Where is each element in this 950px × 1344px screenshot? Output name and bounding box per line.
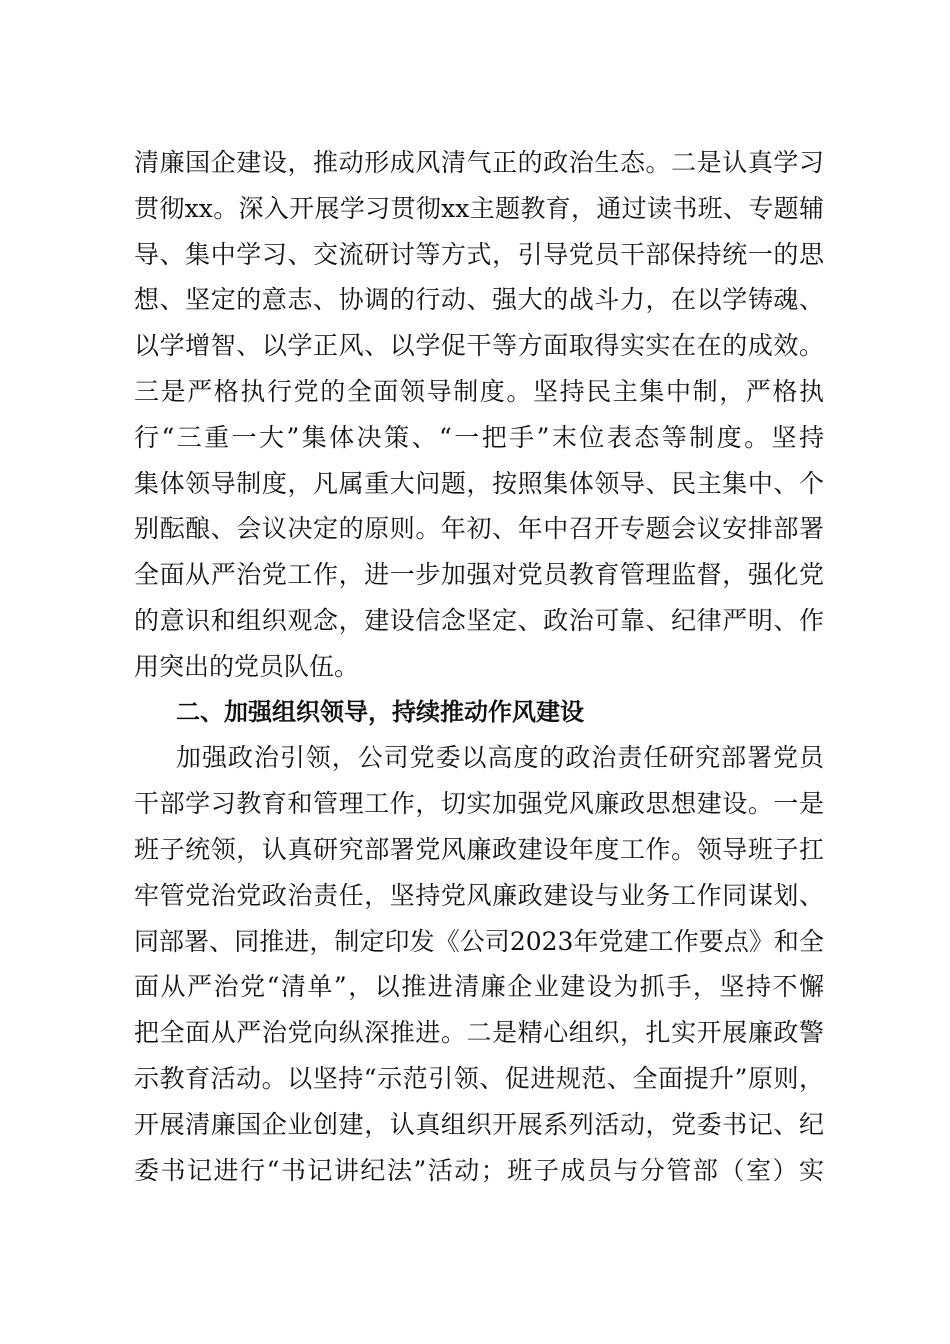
paragraph-line: 同部署、同推进，制定印发《公司2023年党建工作要点》和全 bbox=[134, 926, 824, 956]
paragraph-line: 干部学习教育和管理工作，切实加强党风廉政思想建设。一是 bbox=[134, 789, 824, 819]
section-heading: 二、加强组织领导，持续推动作风建设 bbox=[176, 697, 584, 726]
paragraph-line: 清廉国企建设，推动形成风清气正的政治生态。二是认真学习 bbox=[134, 148, 824, 177]
paragraph-line: 集体领导制度，凡属重大问题，按照集体领导、民主集中、个 bbox=[134, 468, 824, 498]
paragraph-line: 示教育活动。以坚持“示范引领、促进规范、全面提升”原则， bbox=[134, 1063, 824, 1093]
paragraph-line: 加强政治引领，公司党委以高度的政治责任研究部署党员 bbox=[176, 743, 824, 773]
paragraph-line: 的意识和组织观念，建设信念坚定、政治可靠、纪律严明、作 bbox=[134, 605, 824, 635]
paragraph-line: 三是严格执行党的全面领导制度。坚持民主集中制，严格执 bbox=[134, 376, 824, 406]
paragraph-line: 以学增智、以学正风、以学促干等方面取得实实在在的成效。 bbox=[134, 331, 824, 361]
paragraph-line: 贯彻xx。深入开展学习贯彻xx主题教育，通过读书班、专题辅 bbox=[134, 193, 824, 223]
paragraph-line: 面从严治党“清单”，以推进清廉企业建设为抓手，坚持不懈 bbox=[134, 972, 824, 1002]
paragraph-line: 导、集中学习、交流研讨等方式，引导党员干部保持统一的思 bbox=[134, 239, 824, 269]
paragraph-line: 想、坚定的意志、协调的行动、强大的战斗力，在以学铸魂、 bbox=[134, 285, 824, 315]
paragraph-line: 全面从严治党工作，进一步加强对党员教育管理监督，强化党 bbox=[134, 560, 824, 590]
paragraph-line: 开展清廉国企业创建，认真组织开展系列活动，党委书记、纪 bbox=[134, 1109, 824, 1139]
paragraph-line: 委书记进行“书记讲纪法”活动；班子成员与分管部（室）实 bbox=[134, 1155, 824, 1185]
document-body bbox=[134, 140, 824, 1193]
paragraph-line: 牢管党治党政治责任，坚持党风廉政建设与业务工作同谋划、 bbox=[134, 880, 824, 910]
paragraph-line: 班子统领，认真研究部署党风廉政建设年度工作。领导班子扛 bbox=[134, 834, 824, 864]
paragraph-line: 别酝酿、会议决定的原则。年初、年中召开专题会议安排部署 bbox=[134, 514, 824, 544]
paragraph-line: 把全面从严治党向纵深推进。二是精心组织，扎实开展廉政警 bbox=[134, 1018, 824, 1048]
paragraph-line: 行“三重一大”集体决策、“一把手”末位表态等制度。坚持 bbox=[134, 422, 824, 452]
paragraph-line: 用突出的党员队伍。 bbox=[134, 651, 360, 681]
